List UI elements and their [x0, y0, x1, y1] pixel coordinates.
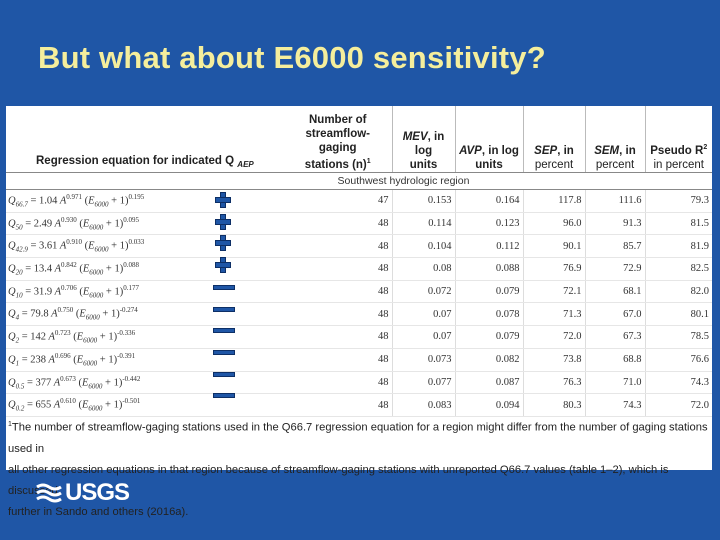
footnote-line-3: further in Sando and others (2016a). — [8, 505, 189, 518]
minus-icon — [213, 328, 235, 333]
avp-value: 0.123 — [455, 212, 523, 235]
sem-value: 74.3 — [585, 394, 645, 417]
table-row — [6, 212, 712, 235]
stations-count: 48 — [284, 212, 392, 235]
mev-value: 0.073 — [392, 348, 455, 371]
header-mev: MEV, in log units — [392, 106, 455, 173]
mev-value: 0.153 — [392, 190, 455, 213]
regression-equation: $Q_{66.7} = 1.04$ $A^{0.971}$ $(E_{6000} + 1)^{0.195}$ — [6, 190, 284, 213]
sep-value: 72.0 — [523, 326, 585, 349]
pseudo-r2-value: 72.0 — [645, 394, 712, 417]
regression-equation: $Q_{50} = 2.49$ $A^{0.930}$ $(E_{6000} + 1)^{0.095}$ — [6, 212, 284, 235]
sensitivity-markers — [212, 190, 238, 400]
stations-count: 48 — [284, 258, 392, 281]
mev-value: 0.083 — [392, 394, 455, 417]
plus-icon — [215, 257, 231, 273]
regression-equation: $Q_{10} = 31.9$ $A^{0.706}$ $(E_{6000} + 1)^{0.177}$ — [6, 280, 284, 303]
sem-value: 111.6 — [585, 190, 645, 213]
regression-equation: $Q_2 = 142$ $A^{0.723}$ $(E_{6000} + 1)^{-0.336}$ — [6, 326, 284, 349]
minus-icon — [213, 285, 235, 290]
pseudo-r2-value: 82.0 — [645, 280, 712, 303]
pseudo-r2-value: 82.5 — [645, 258, 712, 281]
sep-value: 72.1 — [523, 280, 585, 303]
stations-count: 48 — [284, 394, 392, 417]
header-sep: SEP, in percent — [523, 106, 585, 173]
pseudo-r2-value: 80.1 — [645, 303, 712, 326]
sem-value: 68.1 — [585, 280, 645, 303]
usgs-logo-text: USGS — [65, 479, 130, 506]
pseudo-r2-value: 81.9 — [645, 235, 712, 258]
mev-value: 0.07 — [392, 303, 455, 326]
header-pseudo-r2: Pseudo $R^2$ in percent — [645, 106, 712, 173]
avp-value: 0.078 — [455, 303, 523, 326]
table-row — [6, 258, 712, 281]
regression-equation: $Q_{42.9} = 3.61$ $A^{0.910}$ $(E_{6000} + 1)^{0.033}$ — [6, 235, 284, 258]
table-row — [6, 190, 712, 213]
minus-icon — [213, 350, 235, 355]
slide-title: But what about E6000 sensitivity? — [38, 40, 546, 75]
region-row — [6, 173, 712, 190]
avp-value: 0.094 — [455, 394, 523, 417]
table-row — [6, 280, 712, 303]
mev-value: 0.07 — [392, 326, 455, 349]
avp-value: 0.079 — [455, 280, 523, 303]
usgs-waves-icon — [36, 481, 62, 505]
stations-count: 48 — [284, 235, 392, 258]
pseudo-r2-value: 78.5 — [645, 326, 712, 349]
header-sem: SEM, in percent — [585, 106, 645, 173]
plus-icon — [215, 192, 231, 208]
plus-icon — [215, 214, 231, 230]
stations-count: 48 — [284, 348, 392, 371]
header-avp: AVP, in log units — [455, 106, 523, 173]
avp-value: 0.088 — [455, 258, 523, 281]
stations-count: 48 — [284, 326, 392, 349]
minus-icon — [213, 393, 235, 398]
stations-count: 47 — [284, 190, 392, 213]
sem-value: 67.0 — [585, 303, 645, 326]
avp-value: 0.079 — [455, 326, 523, 349]
regression-equation: $Q_4 = 79.8$ $A^{0.750}$ $(E_{6000} + 1)^{-0.274}$ — [6, 303, 284, 326]
sep-value: 76.9 — [523, 258, 585, 281]
mev-value: 0.08 — [392, 258, 455, 281]
avp-value: 0.082 — [455, 348, 523, 371]
sem-value: 68.8 — [585, 348, 645, 371]
mev-value: 0.104 — [392, 235, 455, 258]
sem-value: 72.9 — [585, 258, 645, 281]
footnote-line-1: $^1$The number of streamflow-gaging stations used in the Q66.7 regression equation for a region might differ from the number of gaging stations used in — [8, 421, 708, 455]
regression-equation: $Q_1 = 238$ $A^{0.696}$ $(E_{6000} + 1)^{-0.391}$ — [6, 348, 284, 371]
table-row — [6, 235, 712, 258]
regression-equation: $Q_{0.2} = 655$ $A^{0.610}$ $(E_{6000} + 1)^{-0.501}$ — [6, 394, 284, 417]
avp-value: 0.112 — [455, 235, 523, 258]
mev-value: 0.077 — [392, 371, 455, 394]
sem-value: 85.7 — [585, 235, 645, 258]
sep-value: 76.3 — [523, 371, 585, 394]
table-row — [6, 394, 712, 417]
sep-value: 90.1 — [523, 235, 585, 258]
sep-value: 96.0 — [523, 212, 585, 235]
sem-value: 67.3 — [585, 326, 645, 349]
table-row — [6, 326, 712, 349]
header-equation: Regression equation for indicated Q $_{AEP}$ — [6, 106, 284, 173]
stations-count: 48 — [284, 280, 392, 303]
footnote-line-2: all other regression equations in that region because of streamflow-gaging stations with unreported Q66.7 values (table 1–2), which is discussed — [8, 463, 669, 497]
usgs-logo — [36, 480, 129, 506]
region-label: Southwest hydrologic region — [284, 173, 523, 190]
header-row — [6, 106, 712, 173]
minus-icon — [213, 307, 235, 312]
sem-value: 91.3 — [585, 212, 645, 235]
sep-value: 73.8 — [523, 348, 585, 371]
stations-count: 48 — [284, 371, 392, 394]
regression-table — [6, 106, 712, 417]
avp-value: 0.087 — [455, 371, 523, 394]
plus-icon — [215, 235, 231, 251]
minus-icon — [213, 372, 235, 377]
table-row — [6, 371, 712, 394]
regression-equation: $Q_{20} = 13.4$ $A^{0.842}$ $(E_{6000} + 1)^{0.088}$ — [6, 258, 284, 281]
pseudo-r2-value: 74.3 — [645, 371, 712, 394]
mev-value: 0.114 — [392, 212, 455, 235]
sep-value: 80.3 — [523, 394, 585, 417]
avp-value: 0.164 — [455, 190, 523, 213]
table-row — [6, 303, 712, 326]
sep-value: 71.3 — [523, 303, 585, 326]
mev-value: 0.072 — [392, 280, 455, 303]
pseudo-r2-value: 81.5 — [645, 212, 712, 235]
sem-value: 71.0 — [585, 371, 645, 394]
pseudo-r2-value: 79.3 — [645, 190, 712, 213]
sep-value: 117.8 — [523, 190, 585, 213]
table-row — [6, 348, 712, 371]
pseudo-r2-value: 76.6 — [645, 348, 712, 371]
stations-count: 48 — [284, 303, 392, 326]
header-stations: Number of streamflow-gaging stations $(n)^1$ — [284, 106, 392, 173]
regression-equation: $Q_{0.5} = 377$ $A^{0.673}$ $(E_{6000} + 1)^{-0.442}$ — [6, 371, 284, 394]
